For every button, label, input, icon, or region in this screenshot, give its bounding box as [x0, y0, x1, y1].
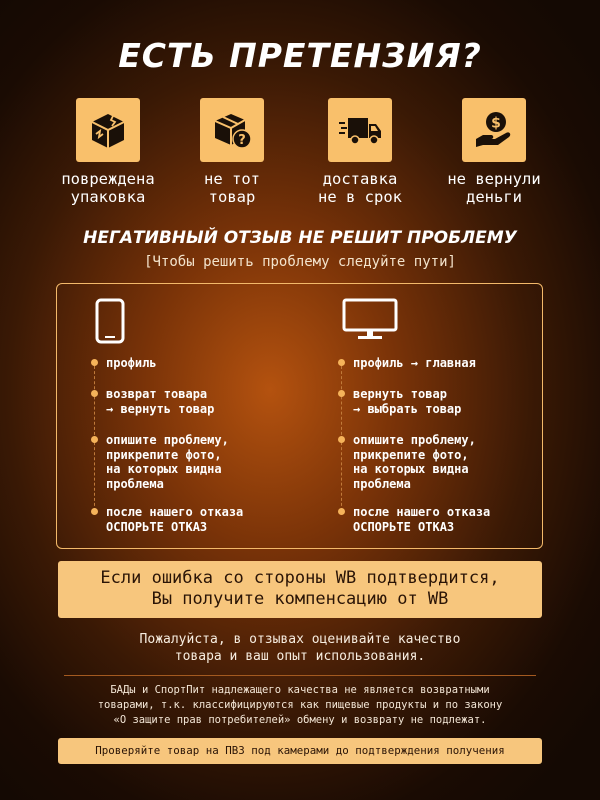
- compensation-banner: Если ошибка со стороны WB подтвердится, Вы получите компенсацию от WB: [58, 561, 542, 618]
- svg-text:$: $: [491, 115, 501, 132]
- issue-late-delivery: [290, 98, 430, 206]
- step-bullet: [91, 508, 98, 515]
- money-hand-icon: [473, 109, 515, 151]
- smartphone-icon: [95, 298, 125, 344]
- issue-label: не вернули деньги: [447, 170, 541, 206]
- issue-damaged-package: [38, 98, 178, 206]
- step-bullet: [338, 436, 345, 443]
- step-bullet: [338, 359, 345, 366]
- issue-icon-box: [462, 98, 526, 162]
- legal-note: БАДы и СпортПит надлежащего качества не является возвратными товарами, т.к. классифицируются как пищевые продукты и по закону «О защите прав потребителей» обмену и возврату не подлежат.: [97, 684, 503, 726]
- step-bullet: [338, 508, 345, 515]
- divider: [64, 675, 536, 676]
- issue-icon-box: [200, 98, 264, 162]
- issue-icon-box: [76, 98, 140, 162]
- step-bullet: [91, 436, 98, 443]
- issue-label: доставка не в срок: [318, 170, 402, 206]
- return-paths-panel: профиль возврат товара → вернуть товар опишите проблему, прикрепите фото, на которых видна проблема после нашего отказа ОСПОРЬТЕ ОТКАЗ профиль → главная вернуть товар → выбрать товар опишите проблему, прикрепите фото, на которых видна проблема после нашего отказа ОСПОРЬТЕ ОТКАЗ: [56, 283, 543, 549]
- question-box-icon: [211, 109, 253, 151]
- page-title: ЕСТЬ ПРЕТЕНЗИЯ?: [118, 36, 482, 75]
- section-heading: НЕГАТИВНЫЙ ОТЗЫВ НЕ РЕШИТ ПРОБЛЕМУ: [83, 228, 517, 248]
- step-bullet: [338, 390, 345, 397]
- step-bullet: [91, 359, 98, 366]
- svg-text:?: ?: [238, 133, 246, 148]
- review-request-text: Пожалуйста, в отзывах оценивайте качество товара и ваш опыт использования.: [139, 632, 461, 664]
- step-bullet: [91, 390, 98, 397]
- damaged-box-icon: [88, 110, 128, 150]
- section-hint: [Чтобы решить проблему следуйте пути]: [144, 254, 456, 270]
- issue-wrong-item: [162, 98, 302, 206]
- issue-money-not-returned: [424, 98, 564, 206]
- issue-label: не тот товар: [204, 170, 260, 206]
- issue-icon-box: [328, 98, 392, 162]
- inspection-banner: Проверяйте товар на ПВЗ под камерами до подтверждения получения: [58, 738, 542, 764]
- issue-label: повреждена упаковка: [61, 170, 155, 206]
- monitor-icon: [342, 298, 398, 342]
- delivery-truck-icon: [338, 112, 382, 148]
